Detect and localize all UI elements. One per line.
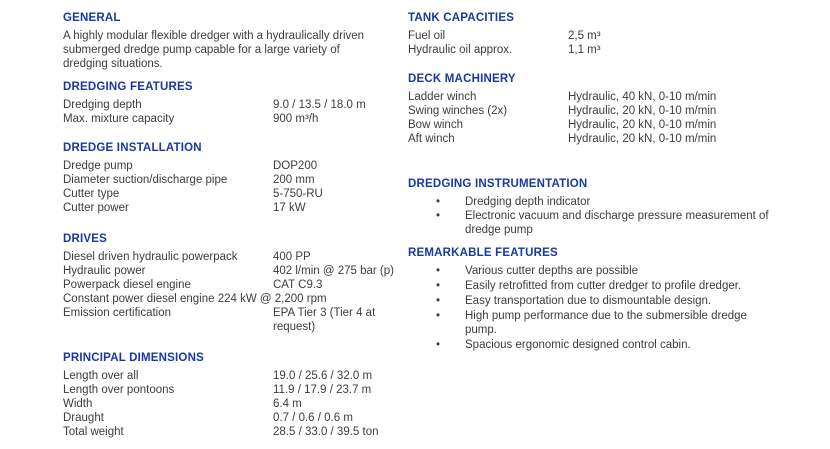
section-general <box>63 12 400 71</box>
spec-row <box>63 264 400 278</box>
spec-row <box>63 306 400 334</box>
section-heading-dredge-installation: DREDGE INSTALLATION <box>63 142 202 154</box>
spec-value: Hydraulic, 20 kN, 0-10 m/min <box>568 133 717 145</box>
spec-value: 17 kW <box>273 202 306 214</box>
feature-item: • Various cutter depths are possible <box>408 264 771 278</box>
section-heading-dredging-features: DREDGING FEATURES <box>63 81 193 93</box>
spec-row <box>408 132 820 146</box>
spec-label: Bow winch <box>408 119 463 131</box>
spec-label: Hydraulic power <box>63 265 146 277</box>
spec-row <box>63 292 400 306</box>
spec-label: Max. mixture capacity <box>63 113 175 125</box>
spec-row <box>63 250 400 264</box>
spec-label: Dredging depth <box>63 99 142 111</box>
section-heading-drives: DRIVES <box>63 233 108 245</box>
section-dredging-instrumentation <box>408 178 820 237</box>
spec-value: 5-750-RU <box>273 188 323 200</box>
spec-value: 200 mm <box>273 174 315 186</box>
spec-row <box>63 425 400 439</box>
section-heading-dredging-instrumentation: DREDGING INSTRUMENTATION <box>408 178 588 190</box>
instrumentation-list <box>408 195 820 237</box>
spec-row <box>63 369 400 383</box>
spec-value: 900 m³/h <box>273 113 319 125</box>
spec-label: Powerpack diesel engine <box>63 279 191 291</box>
spec-value: Hydraulic, 20 kN, 0-10 m/min <box>568 105 717 117</box>
section-drives <box>63 233 400 334</box>
section-heading-deck-machinery: DECK MACHINERY <box>408 73 516 85</box>
spec-row <box>408 118 820 132</box>
spec-value: DOP200 <box>273 160 318 172</box>
spec-value: 9.0 / 13.5 / 18.0 m <box>273 99 366 111</box>
section-heading-general: GENERAL <box>63 12 121 24</box>
spec-row <box>63 201 400 215</box>
spec-label: Ladder winch <box>408 91 477 103</box>
spec-row <box>63 411 400 425</box>
spec-label: Total weight <box>63 426 124 438</box>
section-dredging-features <box>63 81 400 126</box>
left-column <box>63 12 400 439</box>
section-heading-remarkable-features: REMARKABLE FEATURES <box>408 247 558 259</box>
feature-item: • Dredging depth indicator <box>408 195 771 209</box>
spec-row <box>63 383 400 397</box>
general-description: A highly modular flexible dredger with a hydraulically driven submerged dredge pump capable for a large variety of dredging situations. <box>63 30 365 70</box>
section-remarkable-features <box>408 247 820 352</box>
spec-label: Width <box>63 398 93 410</box>
spec-value: 0.7 / 0.6 / 0.6 m <box>273 412 353 424</box>
section-heading-principal-dimensions: PRINCIPAL DIMENSIONS <box>63 352 204 364</box>
spec-row <box>63 112 400 126</box>
spec-label: Cutter power <box>63 202 129 214</box>
spec-label: Constant power diesel engine <box>63 293 215 305</box>
spec-label: Dredge pump <box>63 160 133 172</box>
spec-label: Length over pontoons <box>63 384 175 396</box>
spec-value: 6.4 m <box>273 398 302 410</box>
spec-row <box>408 43 820 57</box>
spec-value: 402 l/min @ 275 bar (p) <box>273 265 394 277</box>
spec-value: 11.9 / 17.9 / 23.7 m <box>273 384 372 396</box>
spec-label: Diesel driven hydraulic powerpack <box>63 251 238 263</box>
remarkable-features-list <box>408 264 820 352</box>
spec-row <box>63 397 400 411</box>
section-dredge-installation <box>63 142 400 215</box>
section-heading-tank-capacities: TANK CAPACITIES <box>408 12 515 24</box>
spec-value: 1,1 m³ <box>568 44 601 56</box>
feature-item: • High pump performance due to the submersible dredge pump. <box>408 309 771 337</box>
spec-label: Draught <box>63 412 104 424</box>
spec-value: EPA Tier 3 (Tier 4 at request) <box>273 307 376 333</box>
spec-label: Diameter suction/discharge pipe <box>63 174 228 186</box>
spec-label: Aft winch <box>408 133 455 145</box>
spec-label: Swing winches (2x) <box>408 105 508 117</box>
feature-item: • Easy transportation due to dismountable design. <box>408 294 771 308</box>
feature-item: • Electronic vacuum and discharge pressure measurement of dredge pump <box>408 209 771 237</box>
spec-value: Hydraulic, 20 kN, 0-10 m/min <box>568 119 717 131</box>
spec-label: Hydraulic oil approx. <box>408 44 513 56</box>
spec-label: Fuel oil <box>408 30 446 42</box>
spec-value: 28.5 / 33.0 / 39.5 ton <box>273 426 379 438</box>
spec-row <box>408 104 820 118</box>
spec-row <box>408 29 820 43</box>
section-principal-dimensions <box>63 352 400 439</box>
feature-item: • Spacious ergonomic designed control cabin. <box>408 338 771 352</box>
spec-value: CAT C9.3 <box>273 279 323 291</box>
feature-item: • Easily retrofitted from cutter dredger to profile dredger. <box>408 279 771 293</box>
spec-row <box>63 159 400 173</box>
spec-value: 2,5 m³ <box>568 30 601 42</box>
right-column <box>408 12 820 353</box>
spec-label: Length over all <box>63 370 139 382</box>
spec-value: 224 kW @ 2,200 rpm <box>217 293 327 305</box>
spec-label: Emission certification <box>63 307 172 319</box>
spec-row <box>63 98 400 112</box>
spec-label: Cutter type <box>63 188 120 200</box>
spec-value: 400 PP <box>273 251 311 263</box>
section-tank-capacities <box>408 12 820 57</box>
section-deck-machinery <box>408 73 820 146</box>
spec-row <box>63 173 400 187</box>
spec-value: 19.0 / 25.6 / 32.0 m <box>273 370 373 382</box>
spec-row <box>408 90 820 104</box>
spec-value: Hydraulic, 40 kN, 0-10 m/min <box>568 91 717 103</box>
spec-row <box>63 278 400 292</box>
spec-row <box>63 187 400 201</box>
